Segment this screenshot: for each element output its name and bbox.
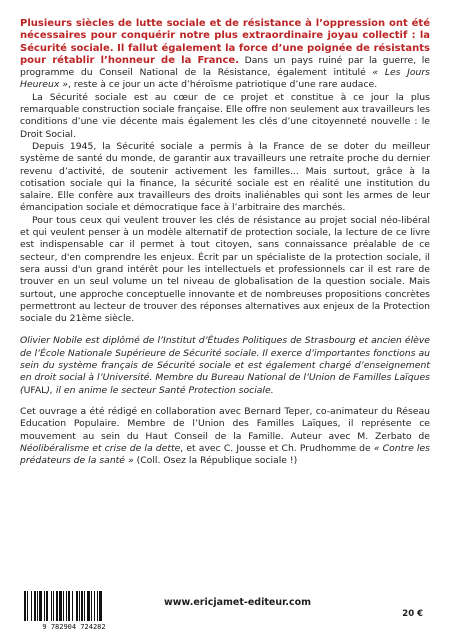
collab-text-3: (Coll. Osez la République sociale !) bbox=[133, 455, 298, 467]
barcode-bar bbox=[56, 591, 58, 621]
author-bio-part-2: ), il en anime le secteur Santé Protection sociale. bbox=[46, 384, 274, 396]
barcode-bar bbox=[81, 591, 83, 621]
barcode-bar bbox=[46, 591, 48, 621]
barcode-bar bbox=[87, 591, 90, 621]
ufal-acronym: UFAL bbox=[23, 384, 47, 396]
collab-text-2: , et avec C. Jousse et Ch. Prudhomme de bbox=[180, 442, 374, 454]
barcode-bar bbox=[34, 591, 36, 621]
barcode-bar bbox=[44, 591, 45, 621]
footer bbox=[20, 590, 430, 630]
intro-paragraph bbox=[20, 18, 430, 92]
collab-text-1: Cet ouvrage a été rédigé en collaboration avec Bernard Teper, co-animateur du Réseau Education Populaire. Membre de l’Union des Familles Laïques, il représente ce mouvement au sein du Haut Conseil de la Famille. Auteur avec M. Zerbato de bbox=[20, 405, 430, 442]
barcode-bar bbox=[24, 591, 26, 621]
body-paragraph-2: Depuis 1945, la Sécurité sociale a permis à la France de se doter du meilleur système de santé du monde, de garantir aux travailleurs une retraite proche du dernier revenu d’activité, de soutenir activement les familles... Mais surtout, grâce à la cotisation sociale qui la finance, la sécurité sociale est en réalité une institution du salaire. Elle confère aux travailleurs des droits inaliénables qui sont les armes de leur émancipation sociale et démocratique face à l’arbitraire des marchés. bbox=[20, 140, 430, 214]
intro-text-1: Dans un pays ruiné par la guerre, le programme du Conseil National de la Résistance, également intitulé bbox=[20, 54, 430, 79]
intro-highlight: Plusieurs siècles de lutte sociale et de résistance à l’oppression ont été nécessaires pour conquérir notre plus extraordinaire joyau collectif : la Sécurité sociale. Il fallut également la force d’une poignée de résistants pour rétablir l’honneur de la France. bbox=[20, 18, 430, 66]
isbn-barcode bbox=[20, 590, 128, 630]
price: 20 € bbox=[402, 609, 423, 619]
collaboration-note bbox=[20, 406, 430, 467]
barcode-bar bbox=[79, 591, 80, 621]
barcode-bar bbox=[37, 591, 38, 621]
barcode-bar bbox=[76, 591, 78, 621]
program-title: « Les Jours Heureux » bbox=[20, 67, 430, 91]
barcode-bar bbox=[97, 591, 98, 621]
intro-text-2: , reste à ce jour un acte d’héroïsme patriotique d’une rare audace. bbox=[68, 79, 378, 91]
book-title-2: « Contre les prédateurs de la santé » bbox=[20, 442, 430, 467]
author-bio-part-1: Olivier Nobile est diplômé de l’Institut d’Études Politiques de Strasbourg et ancien élève de l’École Nationale Supérieure de Sécurité sociale. Il exerce d’importantes fonctions au sein du système français de Sécurité sociale et est également chargé d’enseignement en droit social à l’Université. Membre du Bureau National de l’Union de Familles Laïques ( bbox=[20, 335, 430, 396]
barcode-bar bbox=[68, 591, 70, 621]
author-bio bbox=[20, 335, 430, 396]
barcode-bar bbox=[39, 591, 42, 621]
barcode-bar bbox=[53, 591, 54, 621]
barcode-bar bbox=[91, 591, 92, 621]
barcode-bar bbox=[31, 591, 32, 621]
body-paragraph-1: La Sécurité sociale est au cœur de ce projet et constitue à ce jour la plus remarquable construction sociale française. Elle offre non seulement aux travailleurs les conditions d’une vie décente mais également les clés d’une citoyenneté nouvelle : le Droit Social. bbox=[20, 91, 430, 140]
barcode-bar bbox=[59, 591, 62, 621]
barcode-bar bbox=[84, 591, 85, 621]
barcode-bar bbox=[72, 591, 73, 621]
barcode-bar bbox=[99, 591, 102, 621]
isbn-number: 9 782904 724282 bbox=[42, 623, 106, 630]
barcode-bar bbox=[27, 591, 28, 621]
barcode-bar bbox=[66, 591, 67, 621]
barcode-bar bbox=[51, 591, 52, 621]
book-title-1: Néolibéralisme et crise de la dette bbox=[20, 442, 181, 454]
publisher-url[interactable]: www.ericjamet-editeur.com bbox=[164, 597, 312, 608]
barcode-bar bbox=[63, 591, 64, 621]
body-paragraph-3: Pour tous ceux qui veulent trouver les clés de résistance au projet social néo-libéral et qui veulent penser à un modèle alternatif de protection sociale, la lecture de ce livre est indispensable car il permet à tout citoyen, sans connaissance préalable de ce secteur, d'en comprendre les enjeux. Écrit par un spécialiste de la protection sociale, il sera aussi d'un grand intérêt pour les intellectuels et professionnels car il est rare de trouver en un seul volume un tel niveau de globalisation de la question sociale. Mais surtout, une approche conceptuelle innovante et de nombreuses propositions concrètes permettront au lecteur de trouver des réponses alternatives aux enjeux de la Protection sociale du 21ème siècle. bbox=[20, 214, 430, 325]
barcode-bar bbox=[94, 591, 95, 621]
